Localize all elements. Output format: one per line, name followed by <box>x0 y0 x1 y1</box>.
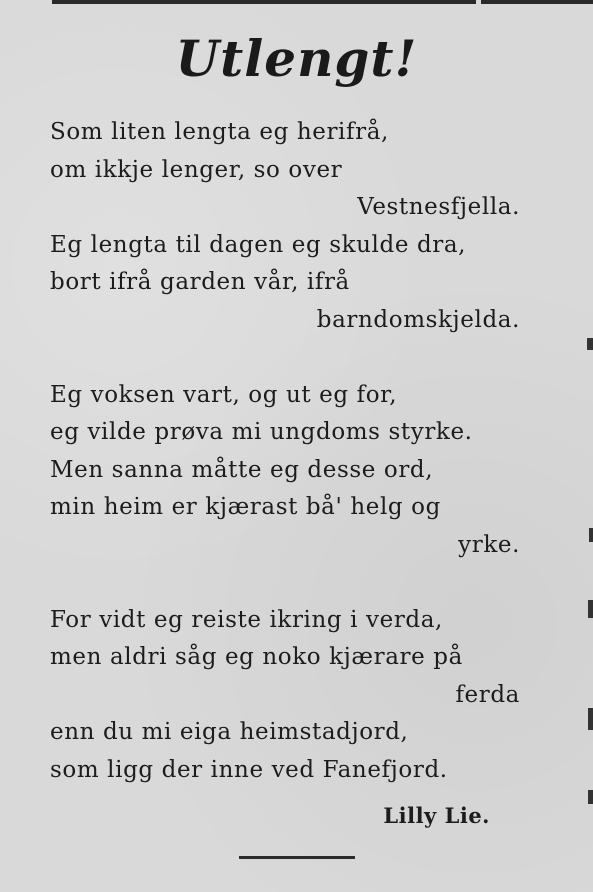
poem-line: som ligg der inne ved Fanefjord. <box>50 756 448 783</box>
poem-line: enn du mi eiga heimstadjord, <box>50 719 409 746</box>
poem-author: Lilly Lie. <box>383 803 490 828</box>
poem-line: Eg voksen vart, og ut eg for, <box>50 381 398 408</box>
poem-title: Utlengt! <box>175 29 418 88</box>
poem-line: min heim er kjærast bå' helg og <box>50 494 441 521</box>
end-rule <box>239 856 355 859</box>
poem-line-continuation: Vestnesfjella. <box>357 194 520 221</box>
poem-line: om ikkje lenger, so over <box>50 156 343 183</box>
poem-line: bort ifrå garden vår, ifrå <box>50 269 350 296</box>
poem-line: Eg lengta til dagen eg skulde dra, <box>50 231 467 258</box>
stanza <box>50 114 520 340</box>
top-rule <box>52 0 476 4</box>
adjacent-column-fragment <box>588 600 593 618</box>
poem-line: eg vilde prøva mi ungdoms styrke. <box>50 419 473 446</box>
adjacent-column-fragment <box>588 708 593 730</box>
poem-line: For vidt eg reiste ikring i verda, <box>50 606 443 633</box>
poem-line: Som liten lengta eg herifrå, <box>50 119 389 145</box>
poem-body <box>50 114 520 790</box>
adjacent-column-fragment <box>587 338 593 350</box>
poem-line: men aldri såg eg noko kjærare på <box>50 644 463 671</box>
adjacent-column-fragment <box>588 790 593 804</box>
top-rule-adjacent-column <box>481 0 593 4</box>
stanza <box>50 602 520 790</box>
poem-line-continuation: ferda <box>455 681 520 708</box>
adjacent-column-fragment <box>589 528 593 542</box>
poem-line-continuation: yrke. <box>458 531 520 558</box>
poem-line: Men sanna måtte eg desse ord, <box>50 456 434 483</box>
poem-line-continuation: barndomskjelda. <box>316 306 520 333</box>
stanza <box>50 377 520 565</box>
